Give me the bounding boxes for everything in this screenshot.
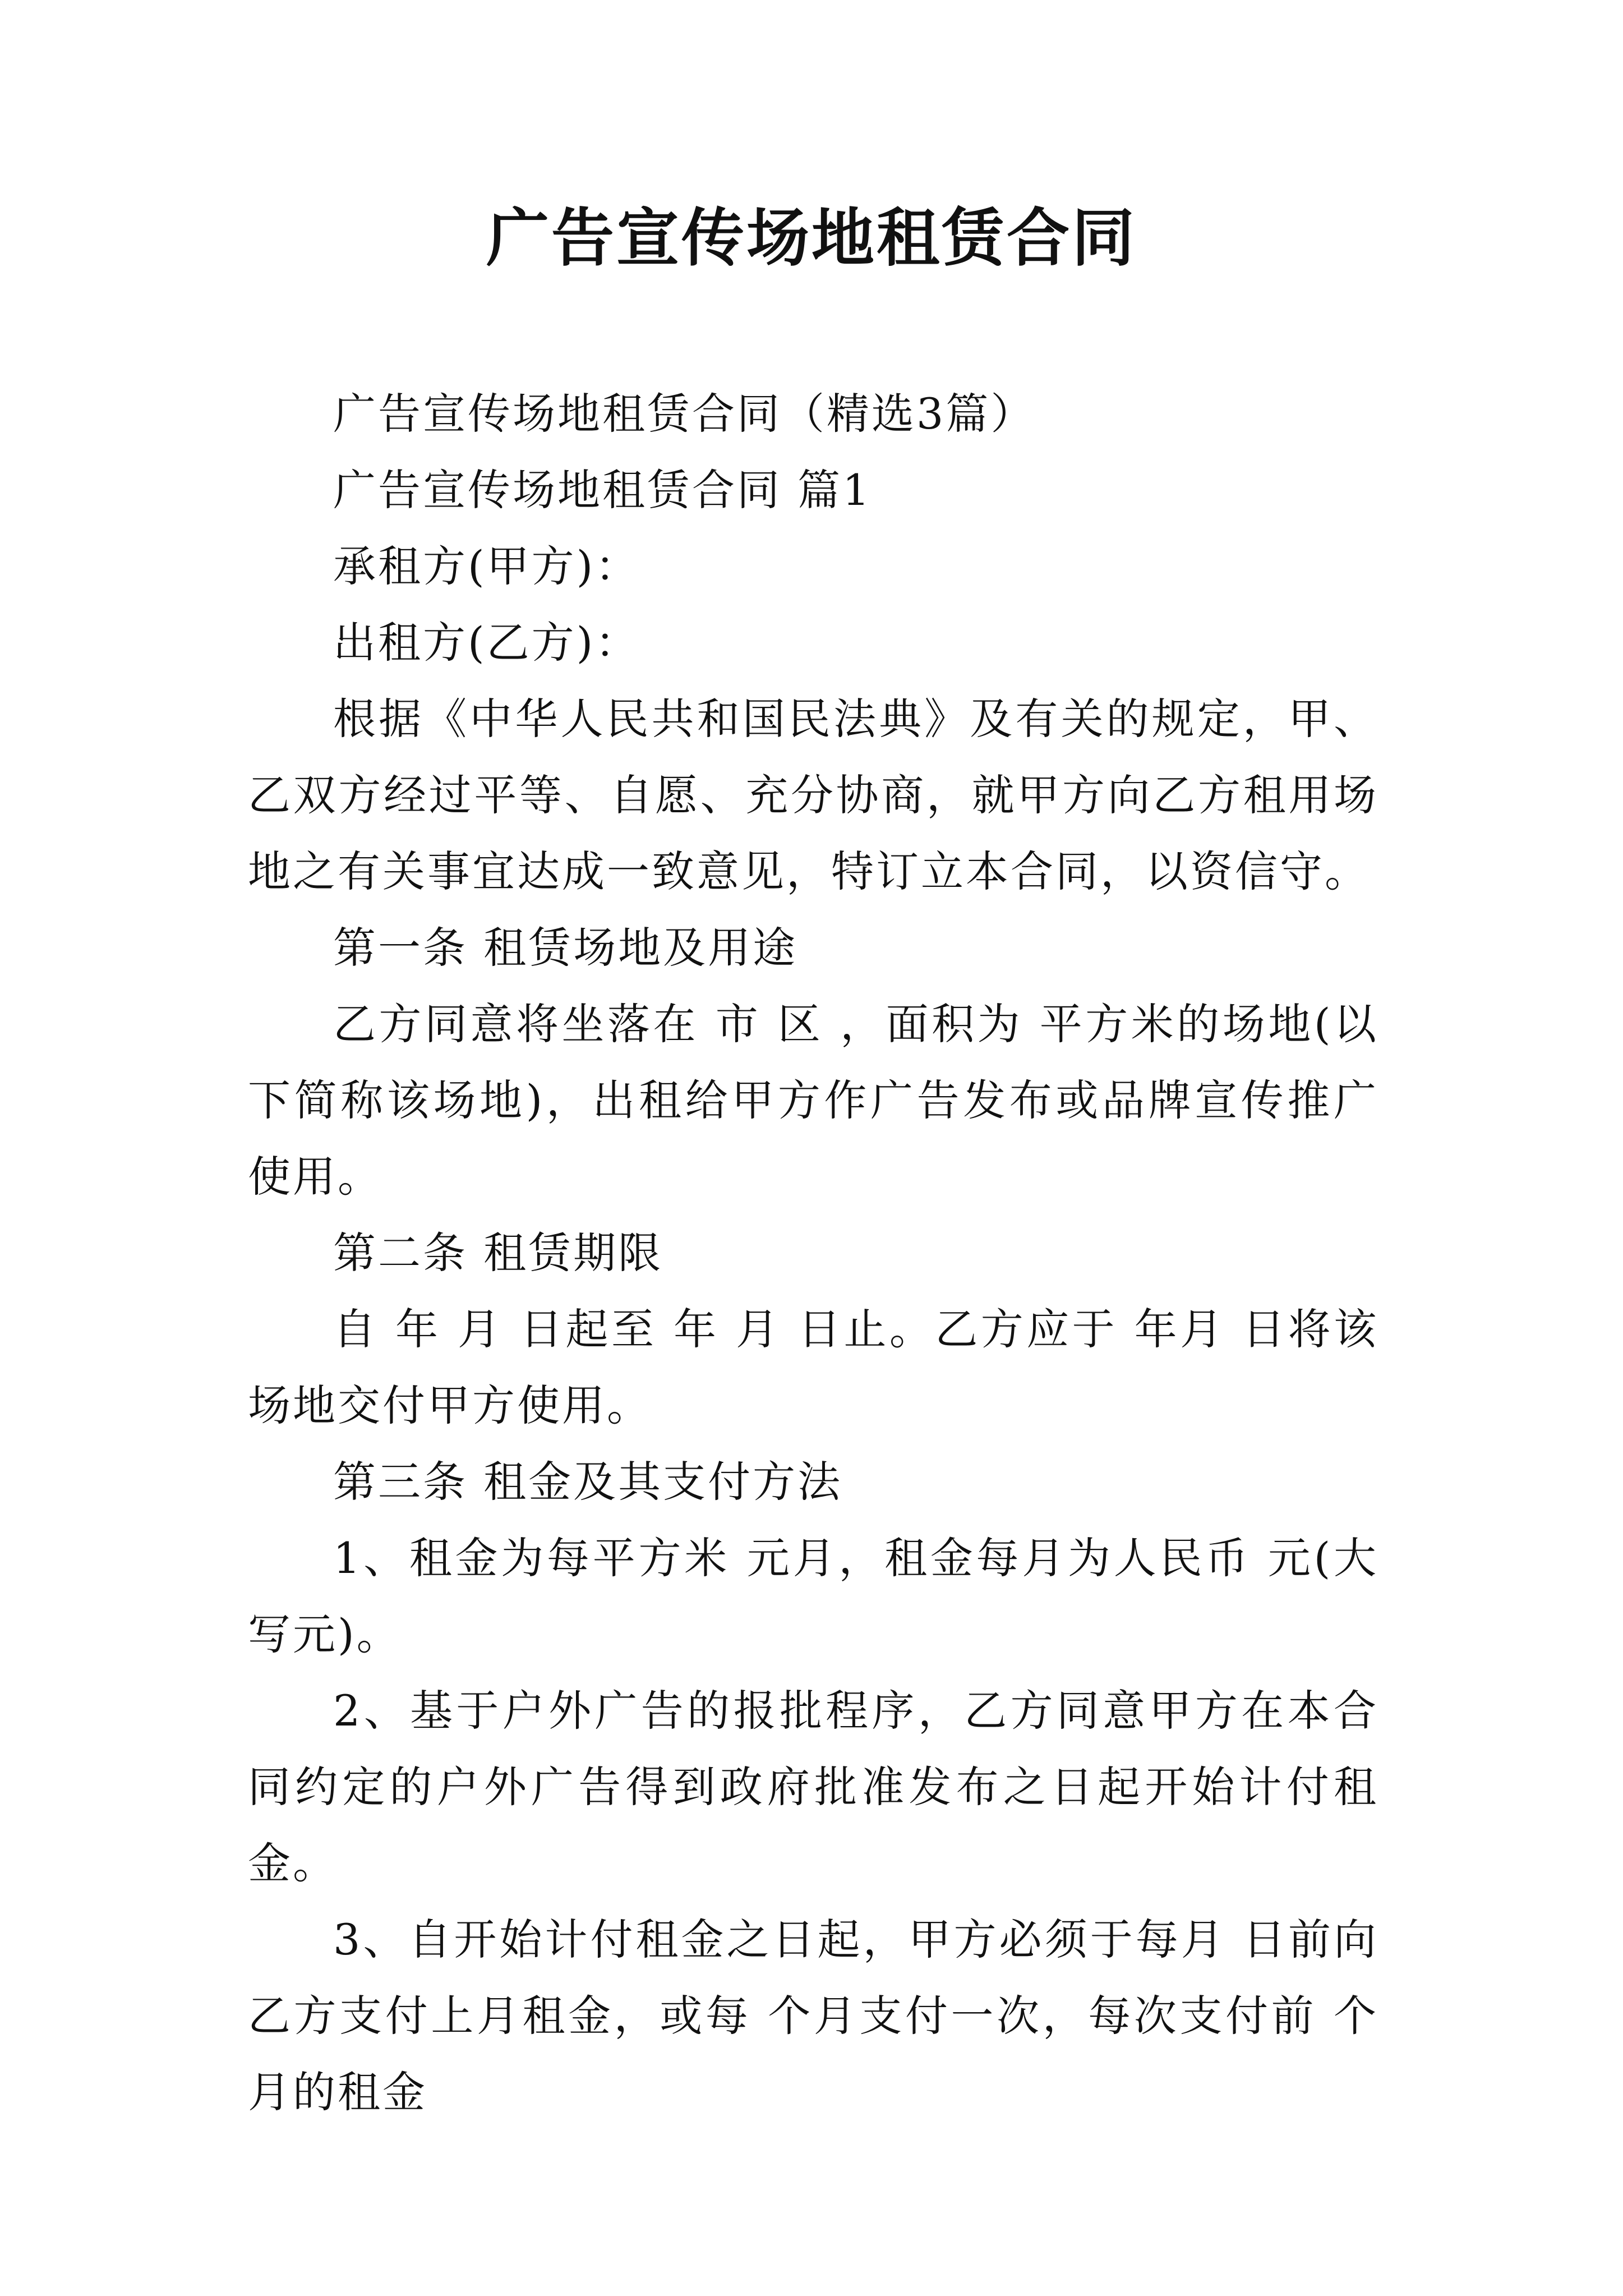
article-1-heading: 第一条 租赁场地及用途 [333,923,798,973]
document-body [248,376,1378,2131]
article-3-item-3: 3、自开始计付租金之日起，甲方必须于每月 日前向乙方支付上月租金，或每 个月支付一次，每次支付前 个月的租金 [248,1915,1378,2117]
paragraph-lessor: 出租方(乙方)： [333,618,640,668]
paragraph-preamble: 根据《中华人民共和国民法典》及有关的规定，甲、乙双方经过平等、自愿、充分协商，就甲方向乙方租用场地之有关事宜达成一致意见，特订立本合同，以资信守。 [248,694,1378,896]
document-title: 广告宣传场地租赁合同 [486,201,1137,275]
paragraph-subtitle: 广告宣传场地租赁合同（精选3篇） [333,389,1036,439]
paragraph-lessee: 承租方(甲方)： [333,541,640,591]
article-2-body: 自 年 月 日起至 年 月 日止。乙方应于 年月 日将该场地交付甲方使用。 [248,1304,1378,1430]
article-3-item-1: 1、租金为每平方米 元月，租金每月为人民币 元(大写元)。 [248,1533,1378,1659]
article-1-body: 乙方同意将坐落在 市 区 ，面积为 平方米的场地(以下简称该场地)，出租给甲方作广告发布或品牌宣传推广使用。 [248,999,1378,1202]
article-3-item-2: 2、基于户外广告的报批程序，乙方同意甲方在本合同约定的户外广告得到政府批准发布之日起开始计付租金。 [248,1686,1378,1888]
article-2-heading: 第二条 租赁期限 [333,1228,663,1278]
article-3-heading: 第三条 租金及其支付方法 [333,1457,843,1507]
paragraph-part-heading: 广告宣传场地租赁合同 篇1 [333,465,872,515]
